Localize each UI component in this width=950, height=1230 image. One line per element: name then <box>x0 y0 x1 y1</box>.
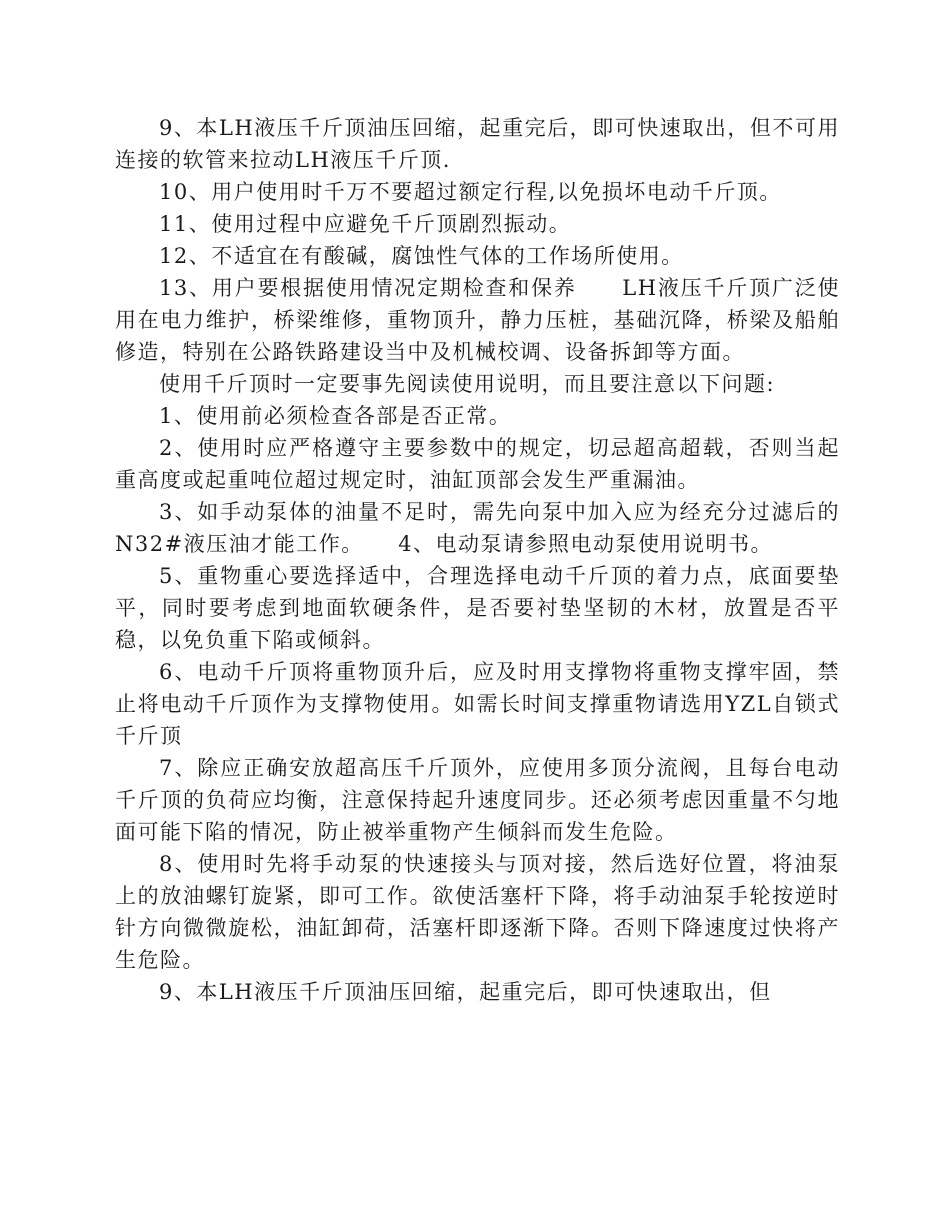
paragraph-item-1: 1、使用前必须检查各部是否正常。 <box>159 404 512 428</box>
paragraph-item-8: 8、使用时先将手动泵的快速接头与顶对接，然后选好位置，将油泵上的放油螺钉旋紧，即可工作。欲使活塞杆下降，将手动油泵手轮按逆时针方向微微旋松，油缸卸荷，活塞杆即逐渐下降。否则下降速度过快将产生危险。 <box>115 852 840 972</box>
paragraph-item-9-repeat: 9、本LH液压千斤顶油压回缩，起重完后，即可快速取出，但不可用连接的软管来拉动LH液压千斤顶. <box>115 116 840 172</box>
document-page <box>115 112 840 1008</box>
paragraph-item-7: 7、除应正确安放超高压千斤顶外，应使用多顶分流阀，且每台电动千斤顶的负荷应均衡，注意保持起升速度同步。还必须考虑因重量不匀地面可能下陷的情况，防止被举重物产生倾斜而发生危险。 <box>115 756 840 844</box>
paragraph-item-9: 9、本LH液压千斤顶油压回缩，起重完后，即可快速取出，但 <box>159 980 772 1004</box>
paragraph-item-12: 12、不适宜在有酸碱，腐蚀性气体的工作场所使用。 <box>159 244 684 268</box>
paragraph-item-2: 2、使用时应严格遵守主要参数中的规定，切忌超高超载，否则当起重高度或起重吨位超过规定时，油缸顶部会发生严重漏油。 <box>115 436 840 492</box>
paragraph-instructions-intro: 使用千斤顶时一定要事先阅读使用说明，而且要注意以下问题: <box>159 372 776 396</box>
paragraph-item-13: 13、用户要根据使用情况定期检查和保养 LH液压千斤顶广泛使用在电力维护，桥梁维修，重物顶升，静力压桩，基础沉降，桥梁及船舶修造，特别在公路铁路建设当中及机械校调、设备拆卸等方面。 <box>115 276 840 364</box>
paragraph-item-6: 6、电动千斤顶将重物顶升后，应及时用支撑物将重物支撑牢固，禁止将电动千斤顶作为支撑物使用。如需长时间支撑重物请选用YZL自锁式千斤顶 <box>115 660 840 748</box>
paragraph-item-11: 11、使用过程中应避免千斤顶剧烈振动。 <box>159 212 572 236</box>
paragraph-item-5: 5、重物重心要选择适中，合理选择电动千斤顶的着力点，底面要垫平，同时要考虑到地面软硬条件，是否要衬垫坚韧的木材，放置是否平稳，以免负重下陷或倾斜。 <box>115 564 840 652</box>
paragraph-item-3-4: 3、如手动泵体的油量不足时，需先向泵中加入应为经充分过滤后的N32#液压油才能工作。 4、电动泵请参照电动泵使用说明书。 <box>115 500 840 556</box>
paragraph-item-10: 10、用户使用时千万不要超过额定行程,以免损坏电动千斤顶。 <box>159 180 782 204</box>
